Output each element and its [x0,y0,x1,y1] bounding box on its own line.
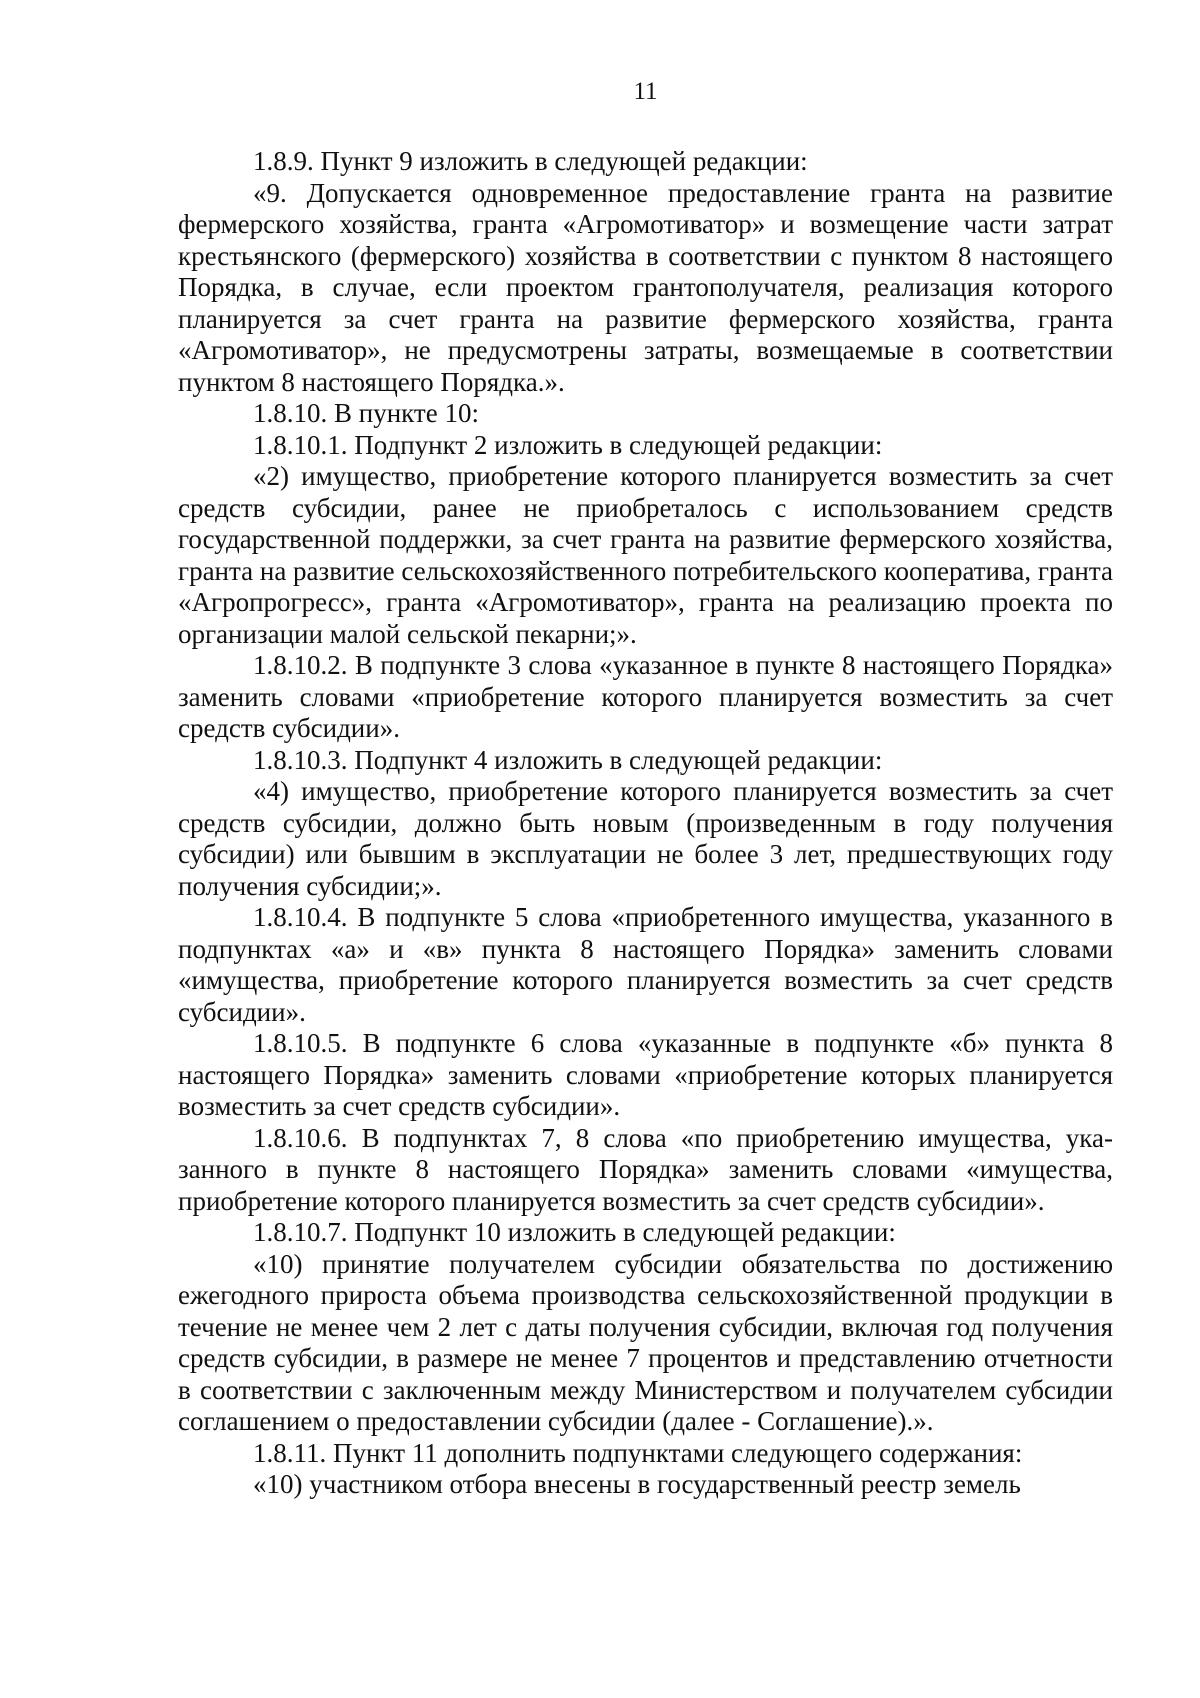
paragraph-1-8-9: 1.8.9. Пункт 9 изложить в следующей редакции: [253,146,808,176]
paragraph-subitem-4-text: «4) имущество, приобретение которого планируется возместить за счет средств субсидии, должно быть новым (произведенным в году получения субсидии) или бывшим в эксплуатации не более 3 лет, предшествующих году получения субсидии;». [178,776,1113,901]
paragraph-1-8-10: 1.8.10. В пункте 10: [253,398,479,428]
paragraph-1-8-10-5: 1.8.10.5. В подпункте 6 слова «указанные в подпункте «б» пункта 8 настоящего Порядка» заменить словами «приобретение которых планируется возместить за счет средств субсидии». [178,1028,1113,1121]
paragraph-1-8-10-2: 1.8.10.2. В подпункте 3 слова «указанное в пункте 8 настоящего Порядка» заменить словами «приобретение которого планируется возместить за счет средств субсидии». [178,650,1113,743]
paragraph-item-9-text: «9. Допускается одновременное предоставление гранта на развитие фермерского хозяйства, гранта «Агромотиватор» и возмещение части затрат крестьянского (фермерского) хозяйства в соответствии с пунктом 8 настоящего Порядка, в случае, если проектом грантополучателя, реализация которого планируется за счет гранта на развитие фермерского хозяйства, гранта «Агромотиватор», не предусмотрены затраты, возмещаемые в соответствии пунктом 8 настоящего Порядка.». [178,177,1113,397]
paragraph-1-8-10-1: 1.8.10.1. Подпункт 2 изложить в следующей редакции: [253,429,883,460]
paragraph-subitem-10-text: «10) принятие получателем субсидии обязательства по достижению ежегодного прироста объема производства сельскохозяйственной продукции в течение не менее чем 2 лет с даты получения субсидии, включая год получения средств субсидии, в размере не менее 7 процентов и представлению отчетности в соответствии с заключенным между Министерством и получателем субсидии соглашением о предоставлении субсидии (далее - Соглашение).». [178,1248,1113,1436]
paragraph-1-8-10-6: 1.8.10.6. В подпунктах 7, 8 слова «по приобретению имущества, указанного в пункте 8 настоящего Порядка» заменить словами «имущества, приобретение которого планируется возместить за счет средств субсидии». [178,1122,1113,1216]
paragraph-1-8-10-4: 1.8.10.4. В подпункте 5 слова «приобретенного имущества, указанного в подпунктах «а» и «в» пункта 8 настоящего Порядка» заменить словами «имущества, приобретение которого планируется возместить за счет средств субсидии». [178,902,1113,1027]
paragraph-subitem-2-text: «2) имущество, приобретение которого планируется возместить за счет средств субсидии, ранее не приобреталось с использованием средств государственной поддержки, за счет гранта на развитие фермерского хозяйства, гранта на развитие сельскохозяйственного потребительского кооператива, гранта «Агропрогресс», гранта «Агромотиватор», гранта на реализацию проекта по организации малой сельской пекарни;». [178,461,1113,649]
paragraph-1-8-11: 1.8.11. Пункт 11 дополнить подпунктами следующего содержания: [253,1437,1023,1468]
paragraph-subitem-10-new: «10) участником отбора внесены в государственный реестр земель [253,1469,1021,1499]
page-number: 11 [633,78,658,105]
paragraph-1-8-10-7: 1.8.10.7. Подпункт 10 изложить в следующей редакции: [253,1217,896,1247]
paragraph-1-8-10-3: 1.8.10.3. Подпункт 4 изложить в следующей редакции: [253,744,883,775]
document-page [178,68,1113,1501]
